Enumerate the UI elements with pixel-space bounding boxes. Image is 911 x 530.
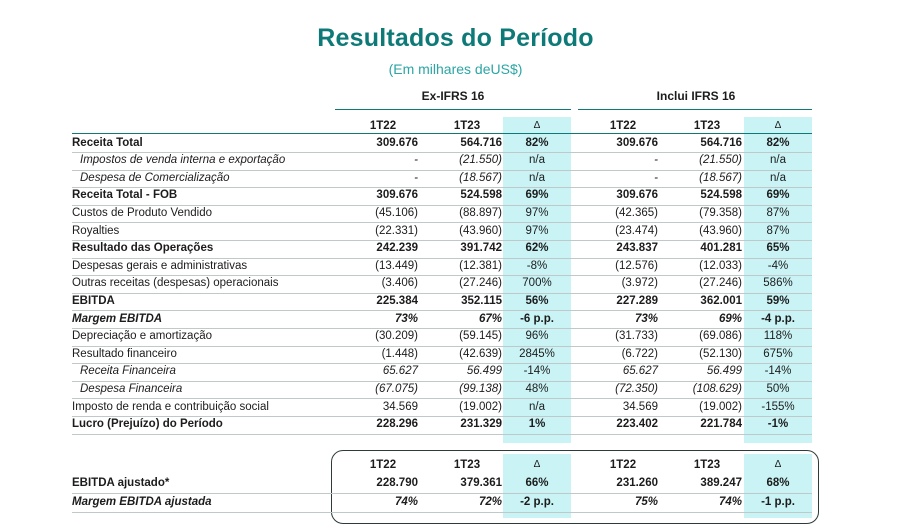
column-header-period: 1T22	[369, 459, 397, 471]
value-cell: (108.629)	[692, 382, 742, 395]
delta-cell: -14%	[764, 365, 792, 378]
row-label: Imposto de renda e contribuição social	[72, 400, 269, 413]
column-header-delta: Δ	[774, 120, 782, 131]
value-cell: (12.576)	[615, 259, 658, 272]
delta-cell: n/a	[529, 400, 545, 413]
value-cell: 228.296	[376, 418, 418, 431]
value-cell: (79.358)	[699, 206, 742, 219]
row-label: Margem EBITDA	[72, 312, 163, 325]
delta-cell: 82%	[525, 136, 549, 149]
value-cell: 524.598	[460, 189, 502, 202]
value-cell: (69.086)	[699, 330, 742, 343]
table-row	[72, 135, 812, 154]
value-cell: (88.897)	[459, 206, 502, 219]
value-cell: (21.550)	[699, 154, 742, 167]
value-cell: 309.676	[616, 136, 658, 149]
value-cell: (52.130)	[699, 347, 742, 360]
row-label: Despesas gerais e administrativas	[72, 259, 248, 272]
value-cell: 221.784	[700, 418, 742, 431]
value-cell: 379.361	[460, 477, 502, 489]
table-row	[72, 363, 812, 382]
value-cell: (31.733)	[615, 330, 658, 343]
value-cell: 56.499	[706, 365, 742, 378]
table-row	[72, 275, 812, 294]
row-label: EBITDA ajustado*	[72, 477, 170, 489]
delta-cell: 700%	[522, 277, 552, 290]
value-cell: (42.639)	[459, 347, 502, 360]
value-cell: 231.260	[616, 477, 658, 489]
value-cell: (43.960)	[459, 224, 502, 237]
value-cell: (6.722)	[621, 347, 658, 360]
table-row	[72, 240, 812, 259]
value-cell: 75%	[634, 496, 658, 508]
row-label: Custos de Produto Vendido	[72, 206, 213, 219]
value-cell: 564.716	[700, 136, 742, 149]
value-cell: 309.676	[616, 189, 658, 202]
delta-cell: 97%	[525, 206, 549, 219]
value-cell: 65.627	[382, 365, 418, 378]
delta-cell: 68%	[766, 477, 790, 489]
delta-cell: -155%	[761, 400, 795, 413]
delta-cell: n/a	[529, 154, 545, 167]
value-cell: (27.246)	[699, 277, 742, 290]
table-row	[72, 170, 812, 189]
table-row	[72, 152, 812, 171]
delta-cell: 59%	[766, 294, 790, 307]
value-cell: 362.001	[700, 294, 742, 307]
value-cell: 243.837	[616, 242, 658, 255]
group-header-inclui-ifrs16: Inclui IFRS 16	[656, 89, 736, 103]
delta-cell: n/a	[770, 154, 786, 167]
value-cell: 309.676	[376, 136, 418, 149]
group-header-ex-ifrs16: Ex-IFRS 16	[421, 89, 485, 103]
value-cell: 74%	[394, 496, 418, 508]
table-row	[72, 346, 812, 365]
value-cell: 56.499	[466, 365, 502, 378]
row-label: Lucro (Prejuízo) do Período	[72, 418, 223, 431]
value-cell: 34.569	[382, 400, 418, 413]
delta-cell: 48%	[525, 382, 549, 395]
delta-cell: 69%	[525, 189, 549, 202]
value-cell: 352.115	[461, 294, 502, 307]
column-header-delta: Δ	[774, 459, 782, 470]
column-header-period: 1T23	[453, 120, 481, 132]
row-label: Despesa de Comercialização	[80, 171, 230, 184]
delta-cell: 69%	[766, 189, 790, 202]
delta-cell: -2 p.p.	[520, 496, 554, 508]
delta-cell: -14%	[523, 365, 551, 378]
column-header-period: 1T22	[369, 120, 397, 132]
value-cell: (72.350)	[615, 382, 658, 395]
value-cell: (67.075)	[375, 382, 418, 395]
row-label: Receita Financeira	[80, 365, 176, 378]
row-label: Despesa Financeira	[80, 382, 183, 395]
column-header-period: 1T23	[693, 120, 721, 132]
row-label: Receita Total	[72, 136, 143, 149]
row-label: Outras receitas (despesas) operacionais	[72, 277, 279, 290]
value-cell: 564.716	[460, 136, 502, 149]
delta-cell: -4 p.p.	[761, 312, 795, 325]
table-row	[72, 475, 812, 494]
page-subtitle: (Em milhares deUS$)	[388, 61, 523, 77]
page-title: Resultados do Período	[317, 24, 594, 52]
delta-cell: 586%	[763, 277, 793, 290]
delta-cell: 56%	[525, 294, 549, 307]
value-cell: 389.247	[700, 477, 742, 489]
delta-cell: -1%	[767, 418, 789, 431]
value-cell: (99.138)	[459, 382, 502, 395]
delta-cell: 675%	[763, 347, 793, 360]
row-label: Royalties	[72, 224, 120, 237]
delta-cell: n/a	[529, 171, 545, 184]
value-cell: (19.002)	[699, 400, 742, 413]
value-cell: 228.790	[376, 477, 418, 489]
delta-cell: -4%	[767, 259, 789, 272]
value-cell: (43.960)	[699, 224, 742, 237]
delta-cell: -6 p.p.	[520, 312, 554, 325]
value-cell: -	[654, 154, 658, 167]
value-cell: (13.449)	[375, 259, 418, 272]
value-cell: (3.972)	[621, 277, 658, 290]
delta-cell: 1%	[528, 418, 546, 431]
value-cell: -	[414, 154, 418, 167]
value-cell: 231.329	[460, 418, 502, 431]
value-cell: -	[414, 171, 418, 184]
value-cell: 524.598	[700, 189, 742, 202]
table-row	[72, 328, 812, 347]
delta-cell: 66%	[525, 477, 549, 489]
value-cell: (12.381)	[459, 259, 502, 272]
value-cell: 242.239	[376, 242, 418, 255]
value-cell: -	[654, 171, 658, 184]
column-header-delta: Δ	[533, 459, 541, 470]
value-cell: 34.569	[622, 400, 658, 413]
delta-cell: 50%	[766, 382, 790, 395]
value-cell: 73%	[634, 312, 658, 325]
row-label: Receita Total - FOB	[72, 189, 178, 202]
value-cell: (23.474)	[615, 224, 658, 237]
value-cell: (18.567)	[699, 171, 742, 184]
value-cell: 225.384	[376, 294, 418, 307]
delta-cell: 97%	[525, 224, 549, 237]
group-underline	[578, 109, 812, 110]
table-row	[72, 494, 812, 513]
value-cell: (42.365)	[615, 206, 658, 219]
column-header-period: 1T23	[693, 459, 721, 471]
value-cell: 73%	[394, 312, 418, 325]
table-row	[72, 293, 812, 312]
delta-cell: 62%	[525, 242, 549, 255]
table-row	[72, 223, 812, 242]
table-row	[72, 416, 812, 435]
value-cell: (22.331)	[375, 224, 418, 237]
delta-cell: 96%	[525, 330, 549, 343]
value-cell: (21.550)	[459, 154, 502, 167]
value-cell: 223.402	[616, 418, 658, 431]
value-cell: 227.289	[616, 294, 658, 307]
value-cell: (3.406)	[381, 277, 418, 290]
delta-cell: 118%	[763, 330, 793, 343]
value-cell: 72%	[478, 496, 502, 508]
group-underline	[335, 109, 571, 110]
column-header-period: 1T23	[453, 459, 481, 471]
value-cell: 69%	[718, 312, 742, 325]
value-cell: (1.448)	[381, 347, 418, 360]
value-cell: (30.209)	[375, 330, 418, 343]
column-header-period: 1T22	[609, 120, 637, 132]
table-row	[72, 205, 812, 224]
row-label: Resultado das Operações	[72, 242, 214, 255]
delta-cell: -1 p.p.	[761, 496, 795, 508]
value-cell: (27.246)	[459, 277, 502, 290]
value-cell: (45.106)	[375, 206, 418, 219]
value-cell: 65.627	[622, 365, 658, 378]
value-cell: 67%	[478, 312, 502, 325]
value-cell: (19.002)	[459, 400, 502, 413]
delta-cell: 87%	[766, 224, 790, 237]
delta-cell: 87%	[766, 206, 790, 219]
value-cell: (18.567)	[459, 171, 502, 184]
value-cell: 74%	[718, 496, 742, 508]
delta-cell: 65%	[766, 242, 790, 255]
delta-cell: 82%	[766, 136, 790, 149]
delta-cell: 2845%	[519, 347, 555, 360]
row-label: Depreciação e amortização	[72, 330, 212, 343]
column-header-delta: Δ	[533, 120, 541, 131]
table-row	[72, 399, 812, 418]
delta-cell: n/a	[770, 171, 786, 184]
table-row	[72, 381, 812, 400]
table-row	[72, 258, 812, 277]
row-label: EBITDA	[72, 294, 115, 307]
delta-cell: -8%	[526, 259, 548, 272]
value-cell: 309.676	[376, 189, 418, 202]
column-header-period: 1T22	[609, 459, 637, 471]
value-cell: (59.145)	[459, 330, 502, 343]
table-row	[72, 187, 812, 206]
row-label: Margem EBITDA ajustada	[72, 496, 212, 508]
value-cell: (12.033)	[699, 259, 742, 272]
row-label: Resultado financeiro	[72, 347, 177, 360]
row-label: Impostos de venda interna e exportação	[80, 154, 286, 167]
value-cell: 391.742	[460, 242, 502, 255]
table-row	[72, 311, 812, 330]
value-cell: 401.281	[700, 242, 742, 255]
